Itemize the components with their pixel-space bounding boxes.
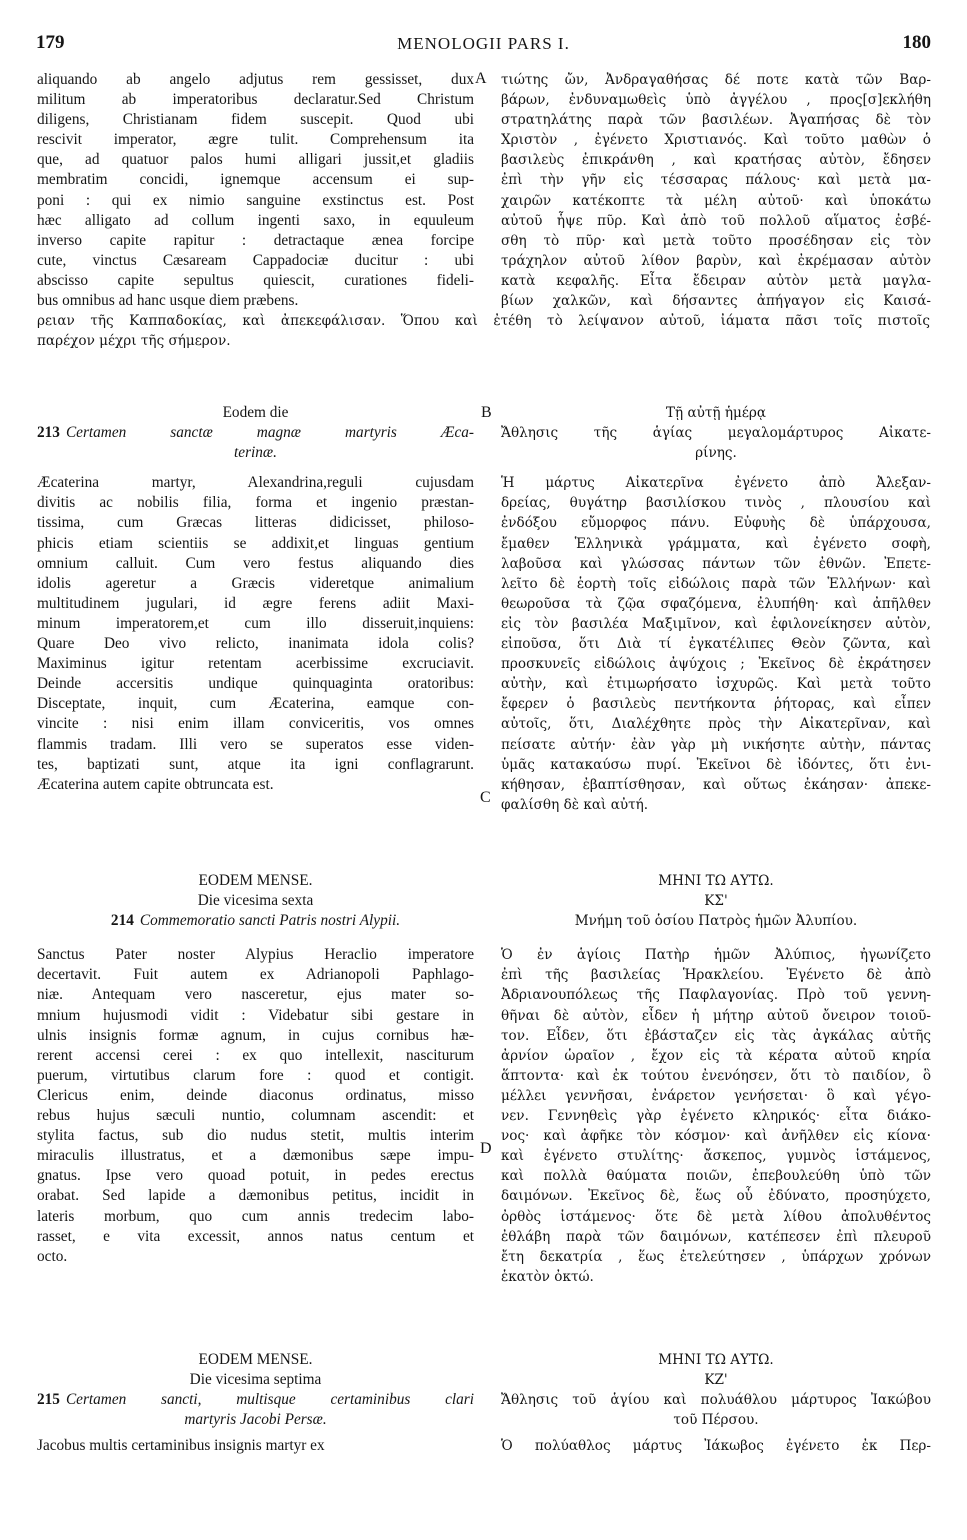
page-number-right: 180 [902, 32, 931, 53]
month-heading: ΜΗΝΙ ΤΩ ΑΥΤΩ. [658, 873, 774, 889]
latin-line: diligens, Christianam fidem suscepit. Quod ubi [37, 111, 474, 129]
latin-line: puerum, virtutibus clarum fore : quod et contigit. [37, 1066, 474, 1084]
section-heading: Τῇ αὐτῇ ἡμέρᾳ [665, 405, 767, 421]
greek-line: Ἡ μάρτυς Αἰκατερῖνα ἐγένετο ἀπὸ Ἀλεξαν- [501, 475, 931, 492]
greek-line: Ἀδριανουπόλεως τῆς Παφλαγονίας. Πρὸ τοῦ γεννη- [501, 987, 931, 1004]
greek-section-214 [501, 871, 931, 1287]
page-number-left: 179 [36, 32, 65, 53]
greek-line: δαιμόνων. Ἐκεῖνος δὲ, ἕως οὗ ἐδύνατο, προσηύχετο, [501, 1188, 931, 1205]
latin-line: rerent accensi cerei : ex quo intellexit, nasciturum [37, 1046, 474, 1064]
latin-line: lateris morbum, quo cum annis tredecim labo- [37, 1207, 474, 1225]
greek-line: κήθησαν, ἐβαπτίσθησαν, καὶ οὕτως ἐκάησαν· ἀπεκε- [501, 776, 931, 793]
greek-line: νεν. Γεννηθεὶς γὰρ ἐγένετο κληρικός· εἶτα διάκο- [501, 1108, 931, 1125]
section-title: Ἄθλησις τοῦ ἁγίου καὶ πολυάθλου μάρτυρος Ἰακώβου [501, 1392, 931, 1409]
greek-line: βίων χαλκῶν, καὶ δήσαντες ἀπήγαγον εἰς Καισά- [501, 293, 931, 310]
month-heading: ΜΗΝΙ ΤΩ ΑΥΤΩ. [658, 1352, 774, 1368]
section-title-text: Certamen sancti, multisque certaminibus clari [65, 1391, 474, 1409]
latin-line: militum ab imperatoribus declaratur.Sed Christum [37, 91, 474, 109]
latin-line: vincite : nisi enim illam conviceritis, vos omnes [37, 715, 474, 733]
greek-line: καὶ ἐγένετο στυλίτης· ἄσκεπος, γυμνὸς ἱστάμενος, [501, 1148, 931, 1165]
section-title: Μνήμη τοῦ ὁσίου Πατρὸς ἡμῶν Ἀλυπίου. [574, 913, 858, 930]
greek-line: ἑκατὸν ὀκτώ. [501, 1268, 594, 1285]
greek-line: εἰς τὸν βασιλέα Μαξιμῖνον, καὶ ἐφιλονείκησεν αὐτὸν, [501, 615, 931, 632]
latin-line: miraculis illustratus, et a dæmonibus sæpe impu- [37, 1147, 474, 1165]
section-title [37, 911, 474, 931]
latin-line: inverso capite rapitur : detractaque ænea forcipe [37, 231, 474, 249]
margin-marker-a: A [475, 70, 487, 87]
latin-line: membratim concidi, ignemque accensum ei sup- [37, 171, 474, 189]
latin-line: aliquando ab angelo adjutus rem gessisset, dux [37, 71, 474, 88]
latin-line: Clericus enim, deinde diaconus ordinatus, misso [37, 1086, 474, 1104]
greek-line: λαβοῦσα καὶ γλώσσας πάντων τῶν ἐθνῶν. Ἐπετε- [501, 555, 931, 572]
latin-line: Disceptate, inquit, cum Æcaterina, eamque con- [37, 695, 474, 713]
section-heading: Eodem die [222, 404, 289, 421]
greek-line: Ὁ πολύαθλος μάρτυς Ἰάκωβος ἐγένετο ἐκ Περ- [501, 1438, 931, 1455]
greek-line: ἐνδόξου εὔμορφος πάνυ. Εὐφυὴς δὲ ὑπάρχουσα, [501, 515, 931, 532]
day-heading: ΚΣ' [704, 893, 728, 910]
greek-line: δρείας, θυγάτηρ βασιλίσκου τινὸς , πλουσίου καὶ [501, 495, 931, 512]
latin-line: gnatus. Ipse vero quoad potuit, in pedes erectus [37, 1167, 474, 1185]
latin-line: Jacobus multis certaminibus insignis martyr ex [37, 1437, 325, 1455]
greek-line: ἐπὶ τῆς βασιλείας Ἡρακλείου. Ἐγένετο δὲ ἀπὸ [501, 967, 931, 984]
latin-section-214 [37, 871, 474, 1267]
greek-line: τράχηλον αὐτοῦ λίθον βαρὺν, καὶ ἐκρέμασαν αὐτὸν [501, 252, 931, 269]
latin-line: bus omnibus ad hanc usque diem præbens. [37, 292, 299, 310]
latin-line: Æcaterina autem capite obtruncata est. [37, 775, 274, 793]
section-title-cont: ρίνης. [695, 445, 737, 462]
greek-line: ἔμαθεν Ἑλληνικὰ γράμματα, καὶ ἐγένετο σοφὴ, [501, 535, 931, 552]
latin-line: rescivit imperator, ægre tulit. Comprehensum ita [37, 131, 474, 149]
greek-line: θεωροῦσα τὰ ζῷα σφαζόμενα, ἐλυπήθη· καὶ ἀπῆλθεν [501, 595, 931, 612]
greek-line: ὑμᾶς κατακαύσω πυρί. Ἐκεῖνοι δὲ ἰδόντες, ὅτι ἐνι- [501, 756, 931, 773]
greek-line: νος· καὶ ἀφῆκε τὸν κόσμον· καὶ ἀνῆλθεν εἰς κίονα· [501, 1128, 931, 1145]
greek-line: τιώτης ὤν, Ἀνδραγαθήσας δέ ποτε κατὰ τῶν Βαρ- [501, 72, 931, 88]
day-heading: Die vicesima sexta [197, 892, 314, 910]
greek-line: χαιρῶν κατέκοπτε τὰ μέλη αὐτοῦ· καὶ ὑποκάτω [501, 192, 931, 209]
margin-marker-b: B [481, 404, 492, 421]
section-title-cont: martyris Jacobi Persæ. [184, 1411, 327, 1429]
greek-top-column [501, 70, 931, 311]
greek-section-213 [501, 403, 931, 815]
latin-line: idolis ageretur a Græcis videretque animalium [37, 574, 474, 592]
section-title [37, 1390, 474, 1410]
margin-marker-d: D [480, 1140, 492, 1157]
greek-line: μέλλει γεννῆσαι, ἐνάρετον γενήσεται· ὃ καὶ γέγο- [501, 1087, 931, 1104]
latin-line: tissima, cum Græcas litteras didicisset, philoso- [37, 514, 474, 532]
greek-line: κατὰ κεφαλῆς. Εἶτα ἔδειραν αὐτὸν μετὰ μαγλα- [501, 272, 931, 289]
greek-line: καὶ πολλὰ θαύματα ποιῶν, ἐπεβουλεύθη ὑπὸ τῶν [501, 1168, 931, 1185]
latin-section-215 [37, 1350, 474, 1456]
month-heading: EODEM MENSE. [198, 1351, 313, 1368]
section-title-cont: τοῦ Πέρσου. [673, 1412, 759, 1429]
greek-line: ἐθλάβη παρὰ τῶν δαιμόνων, κατέπεσεν ἐπὶ πλευροῦ [501, 1228, 931, 1245]
latin-line: orabat. Sed lapide a dæmonibus petitus, incidit in [37, 1187, 474, 1205]
latin-line: stylita factus, sub dio nudus stetit, multis interim [37, 1127, 474, 1145]
latin-line: que, ad quatuor palos humi alligari jussit,et gladiis [37, 151, 474, 169]
running-title: MENOLOGII PARS I. [397, 34, 570, 53]
greek-line: σθη τὸ πῦρ· καὶ μετὰ τοῦτο προσέδησαν εἰς τὸν [501, 232, 931, 249]
section-title: Ἄθλησις τῆς ἁγίας μεγαλομάρτυρος Αἰκατε- [501, 425, 931, 442]
latin-line: rasset, e vita excessit, annos natus centum et [37, 1227, 474, 1245]
day-heading: Die vicesima septima [189, 1371, 322, 1389]
greek-line: θῆναι δὲ αὐτὸν, εἶδεν ἡ μήτηρ αὐτοῦ ὄνειρον τοιοῦ- [501, 1007, 931, 1024]
greek-line: βάρων, ἐνδυναμωθεὶς ὑπὸ ἀγγέλου , προς[σ]εκλήθη [501, 92, 931, 109]
latin-line: rebus hujus sæculi nuntio, columnam ascendit: et [37, 1107, 474, 1125]
greek-section-215 [501, 1350, 931, 1456]
latin-line: niæ. Antequam vero nasceretur, ejus mater so- [37, 986, 474, 1004]
day-heading: ΚΖ' [704, 1372, 728, 1389]
full-width-greek-lines [37, 311, 930, 351]
latin-line: ulnis insignis formæ agnum, in cujus cornibus hæ- [37, 1026, 474, 1044]
greek-line: ἐπὶ τὴν γῆν εἰς τέσσαρας πάλους· καὶ μετὰ μα- [501, 172, 931, 189]
latin-line: hæc alligato ad collum ingenti saxo, in equuleum [37, 211, 474, 229]
section-title-cont: terinæ. [234, 444, 277, 462]
greek-line: φαλίσθη δὲ καὶ αὐτή. [501, 796, 649, 813]
greek-line: λεῖτο δὲ ἑορτὴ τοῖς εἰδώλοις παρὰ τῶν Ἑλλήνων· καὶ [501, 575, 931, 592]
greek-line: ἔτη δεκατρία , ἕως ἐτελεύτησεν , ὑπάρχων χρόνων [501, 1248, 931, 1265]
latin-line: flammis tradam. Illi vero se superatos esse viden- [37, 735, 474, 753]
section-number: 213 [37, 424, 60, 442]
latin-line: cute, vinctus Cæsaream Cappadociæ ducitur : ubi [37, 251, 474, 269]
latin-line: abscisso capite sepultus quiescit, curationes fideli- [37, 271, 474, 289]
latin-line: omnium calluit. Cum vero festus aliquando dies [37, 554, 474, 572]
greek-line: αὐτοῦ ἧψε πῦρ. Καὶ ἀπὸ τοῦ πολλοῦ αἵματος ἐσβέ- [501, 212, 931, 229]
greek-line: Ὁ ἐν ἁγίοις Πατὴρ ἡμῶν Ἀλύπιος, ἠγωνίζετο [501, 947, 931, 964]
latin-line: divitis ac nobilis filia, forma et ingenio præstan- [37, 494, 474, 512]
greek-line: τον. Εἶδεν, ὅτι ἐβάσταζεν εἰς τὰς ἀγκάλας αὐτῆς [501, 1027, 931, 1044]
margin-marker-c: C [480, 789, 491, 806]
greek-line: εἰποῦσα, ὅτι Διὰ τί ἐγκατέλιπες Θεὸν ζῶντα, καὶ [501, 636, 931, 653]
month-heading: EODEM MENSE. [198, 872, 313, 889]
greek-line: Χριστὸν , ἐγένετο Χριστιανός. Καὶ τοῦτο μαθὼν ὁ [501, 132, 931, 149]
section-number: 215 [37, 1391, 60, 1409]
latin-line: Deinde accersitis undique quinquaginta oratoribus: [37, 675, 474, 693]
greek-line: ἀρνίον ὡραῖον , ἔχον εἰς τὰ κέρατα αὐτοῦ κηρία [501, 1047, 931, 1064]
greek-line: παρέχον μέχρι τῆς σήμερον. [37, 333, 231, 349]
greek-line: στρατηλάτης παρὰ τῶν βασιλέων. Ἀγαπήσας δὲ τὸν [501, 112, 931, 129]
latin-line: Quare Deo vivo relicto, inanimata idola colis? [37, 635, 474, 653]
section-number: 214 [110, 912, 134, 930]
latin-line: octo. [37, 1247, 68, 1265]
greek-line: προσκυνεῖς εἰδώλοις ἀψύχοις ; Ἐκεῖνος δὲ ἐκράτησεν [501, 656, 931, 673]
latin-line: Æcaterina martyr, Alexandrina,reguli cujusdam [37, 474, 474, 492]
latin-top-column [37, 70, 474, 311]
latin-line: mnium hujusmodi vidit : Videbatur sibi gestare in [37, 1006, 474, 1024]
greek-line: ἅπτοντα· καὶ ἐκ τούτου ἐνενόησεν, ὅτι τὸ παιδίον, ὃ [501, 1067, 931, 1084]
latin-line: phicis etiam scientiis se addixit,et linguas gentium [37, 534, 474, 552]
greek-line: ρειαν τῆς Καππαδοκίας, καὶ ἀπεκεφάλισαν. Ὅπου καὶ ἐτέθη τὸ λείψανον αὐτοῦ, ἰάματα πᾶσι τοῖς πιστοῖς [37, 313, 930, 329]
greek-line: βασιλεὺς ἐπικράνθη , καὶ κρατήσας αὐτὸν, ἔδησεν [501, 152, 931, 169]
greek-line: αὐτὴν, καὶ ἐτιμωρήσατο ἰσχυρῶς. Καὶ μετὰ τοῦτο [501, 676, 931, 693]
latin-line: multitudinem jugulari, id ægre ferens adiit Maxi- [37, 594, 474, 612]
greek-line: ὀρθὸς ἱστάμενος· ὅτε δὲ μετὰ λίθου ἀπολυθέντος [501, 1208, 931, 1225]
latin-line: decertavit. Fuit autem ex Adrianopoli Paphlago- [37, 966, 474, 984]
greek-line: πείσατε αὐτήν· ἐὰν γὰρ μὴ νικήσητε αὐτὴν, πάντας [501, 736, 931, 753]
latin-line: tes, baptizati sunt, atque ita igni conflagrarunt. [37, 755, 474, 773]
latin-line: minum imperatorem,et cum illo disseruit,inquiens: [37, 614, 474, 632]
latin-line: Maximinus igitur retentam acerbissime excruciavit. [37, 655, 474, 673]
greek-line: ἔφερεν ὁ βασιλεὺς πεντήκοντα ῥήτορας, καὶ εἶπεν [501, 696, 931, 713]
section-title [37, 423, 474, 443]
latin-line: Sanctus Pater noster Alypius Heraclio imperatore [37, 946, 474, 964]
latin-line: poni : qui ex nimio sanguine exstinctus est. Post [37, 191, 474, 209]
section-title-text: Certamen sanctæ magnæ martyris Æca- [65, 424, 474, 442]
latin-section-213 [37, 403, 474, 795]
page-header [36, 32, 931, 56]
section-title-text: Commemoratio sancti Patris nostri Alypii. [139, 912, 401, 930]
greek-line: αὐτοῖς, ὅτι, Διαλέχθητε πρὸς τὴν Αἰκατερῖναν, καὶ [501, 716, 931, 733]
